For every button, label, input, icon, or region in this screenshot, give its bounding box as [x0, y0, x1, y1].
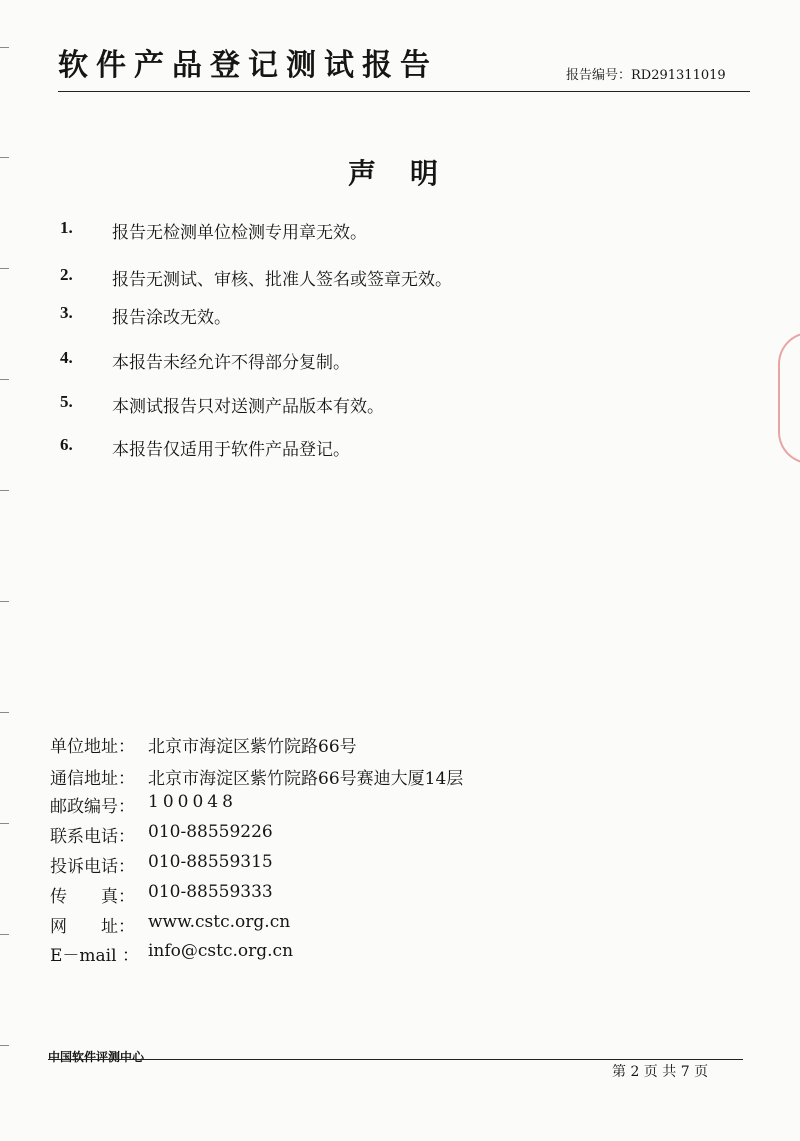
contact-value: 010-88559333 [148, 882, 273, 902]
contact-label: 网 址： [50, 917, 135, 937]
binding-mark [0, 1045, 9, 1046]
item-number: 3. [60, 303, 73, 322]
declaration-title: 声明 [347, 157, 472, 190]
contact-value: 北京市海淀区紫竹院路66号 [148, 737, 357, 757]
official-seal-stamp [778, 332, 800, 464]
contact-value: 100048 [148, 792, 237, 812]
item-text: 本报告未经允许不得部分复制。 [112, 353, 350, 373]
report-number: 报告编号：RD291311019 [566, 68, 726, 83]
item-text: 报告无测试、审核、批准人签名或签章无效。 [112, 270, 452, 290]
contact-value: www.cstc.org.cn [148, 912, 291, 932]
binding-mark [0, 47, 9, 48]
item-text: 本测试报告只对送测产品版本有效。 [112, 397, 384, 417]
contact-value: 010-88559226 [148, 822, 273, 842]
contact-value: 北京市海淀区紫竹院路66号赛迪大厦14层 [148, 769, 464, 789]
item-number: 1. [60, 218, 73, 237]
binding-mark [0, 934, 9, 935]
binding-mark [0, 268, 9, 269]
contact-label: 联系电话： [50, 827, 135, 847]
binding-mark [0, 490, 9, 491]
item-text: 本报告仅适用于软件产品登记。 [112, 440, 350, 460]
item-text: 报告涂改无效。 [112, 308, 231, 328]
contact-label: E－mail ： [50, 946, 139, 966]
footer-divider [48, 1059, 743, 1060]
binding-mark [0, 157, 9, 158]
item-number: 2. [60, 265, 73, 284]
footer-organization: 中国软件评测中心 [48, 1050, 145, 1064]
item-number: 6. [60, 435, 73, 454]
header-divider [58, 91, 750, 92]
page-indicator: 第 2 页 共 7 页 [612, 1064, 709, 1080]
contact-value: info@cstc.org.cn [148, 941, 294, 961]
contact-label: 邮政编号： [50, 797, 135, 817]
contact-label: 通信地址： [50, 769, 135, 789]
item-number: 5. [60, 392, 73, 411]
binding-mark [0, 823, 9, 824]
contact-label: 传 真： [50, 887, 135, 907]
item-number: 4. [60, 348, 73, 367]
contact-value: 010-88559315 [148, 852, 273, 872]
item-text: 报告无检测单位检测专用章无效。 [112, 223, 367, 243]
report-header-title: 软件产品登记测试报告 [58, 48, 438, 83]
binding-mark [0, 712, 9, 713]
binding-mark [0, 601, 9, 602]
contact-label: 投诉电话： [50, 857, 135, 877]
binding-mark [0, 379, 9, 380]
contact-label: 单位地址： [50, 737, 135, 757]
